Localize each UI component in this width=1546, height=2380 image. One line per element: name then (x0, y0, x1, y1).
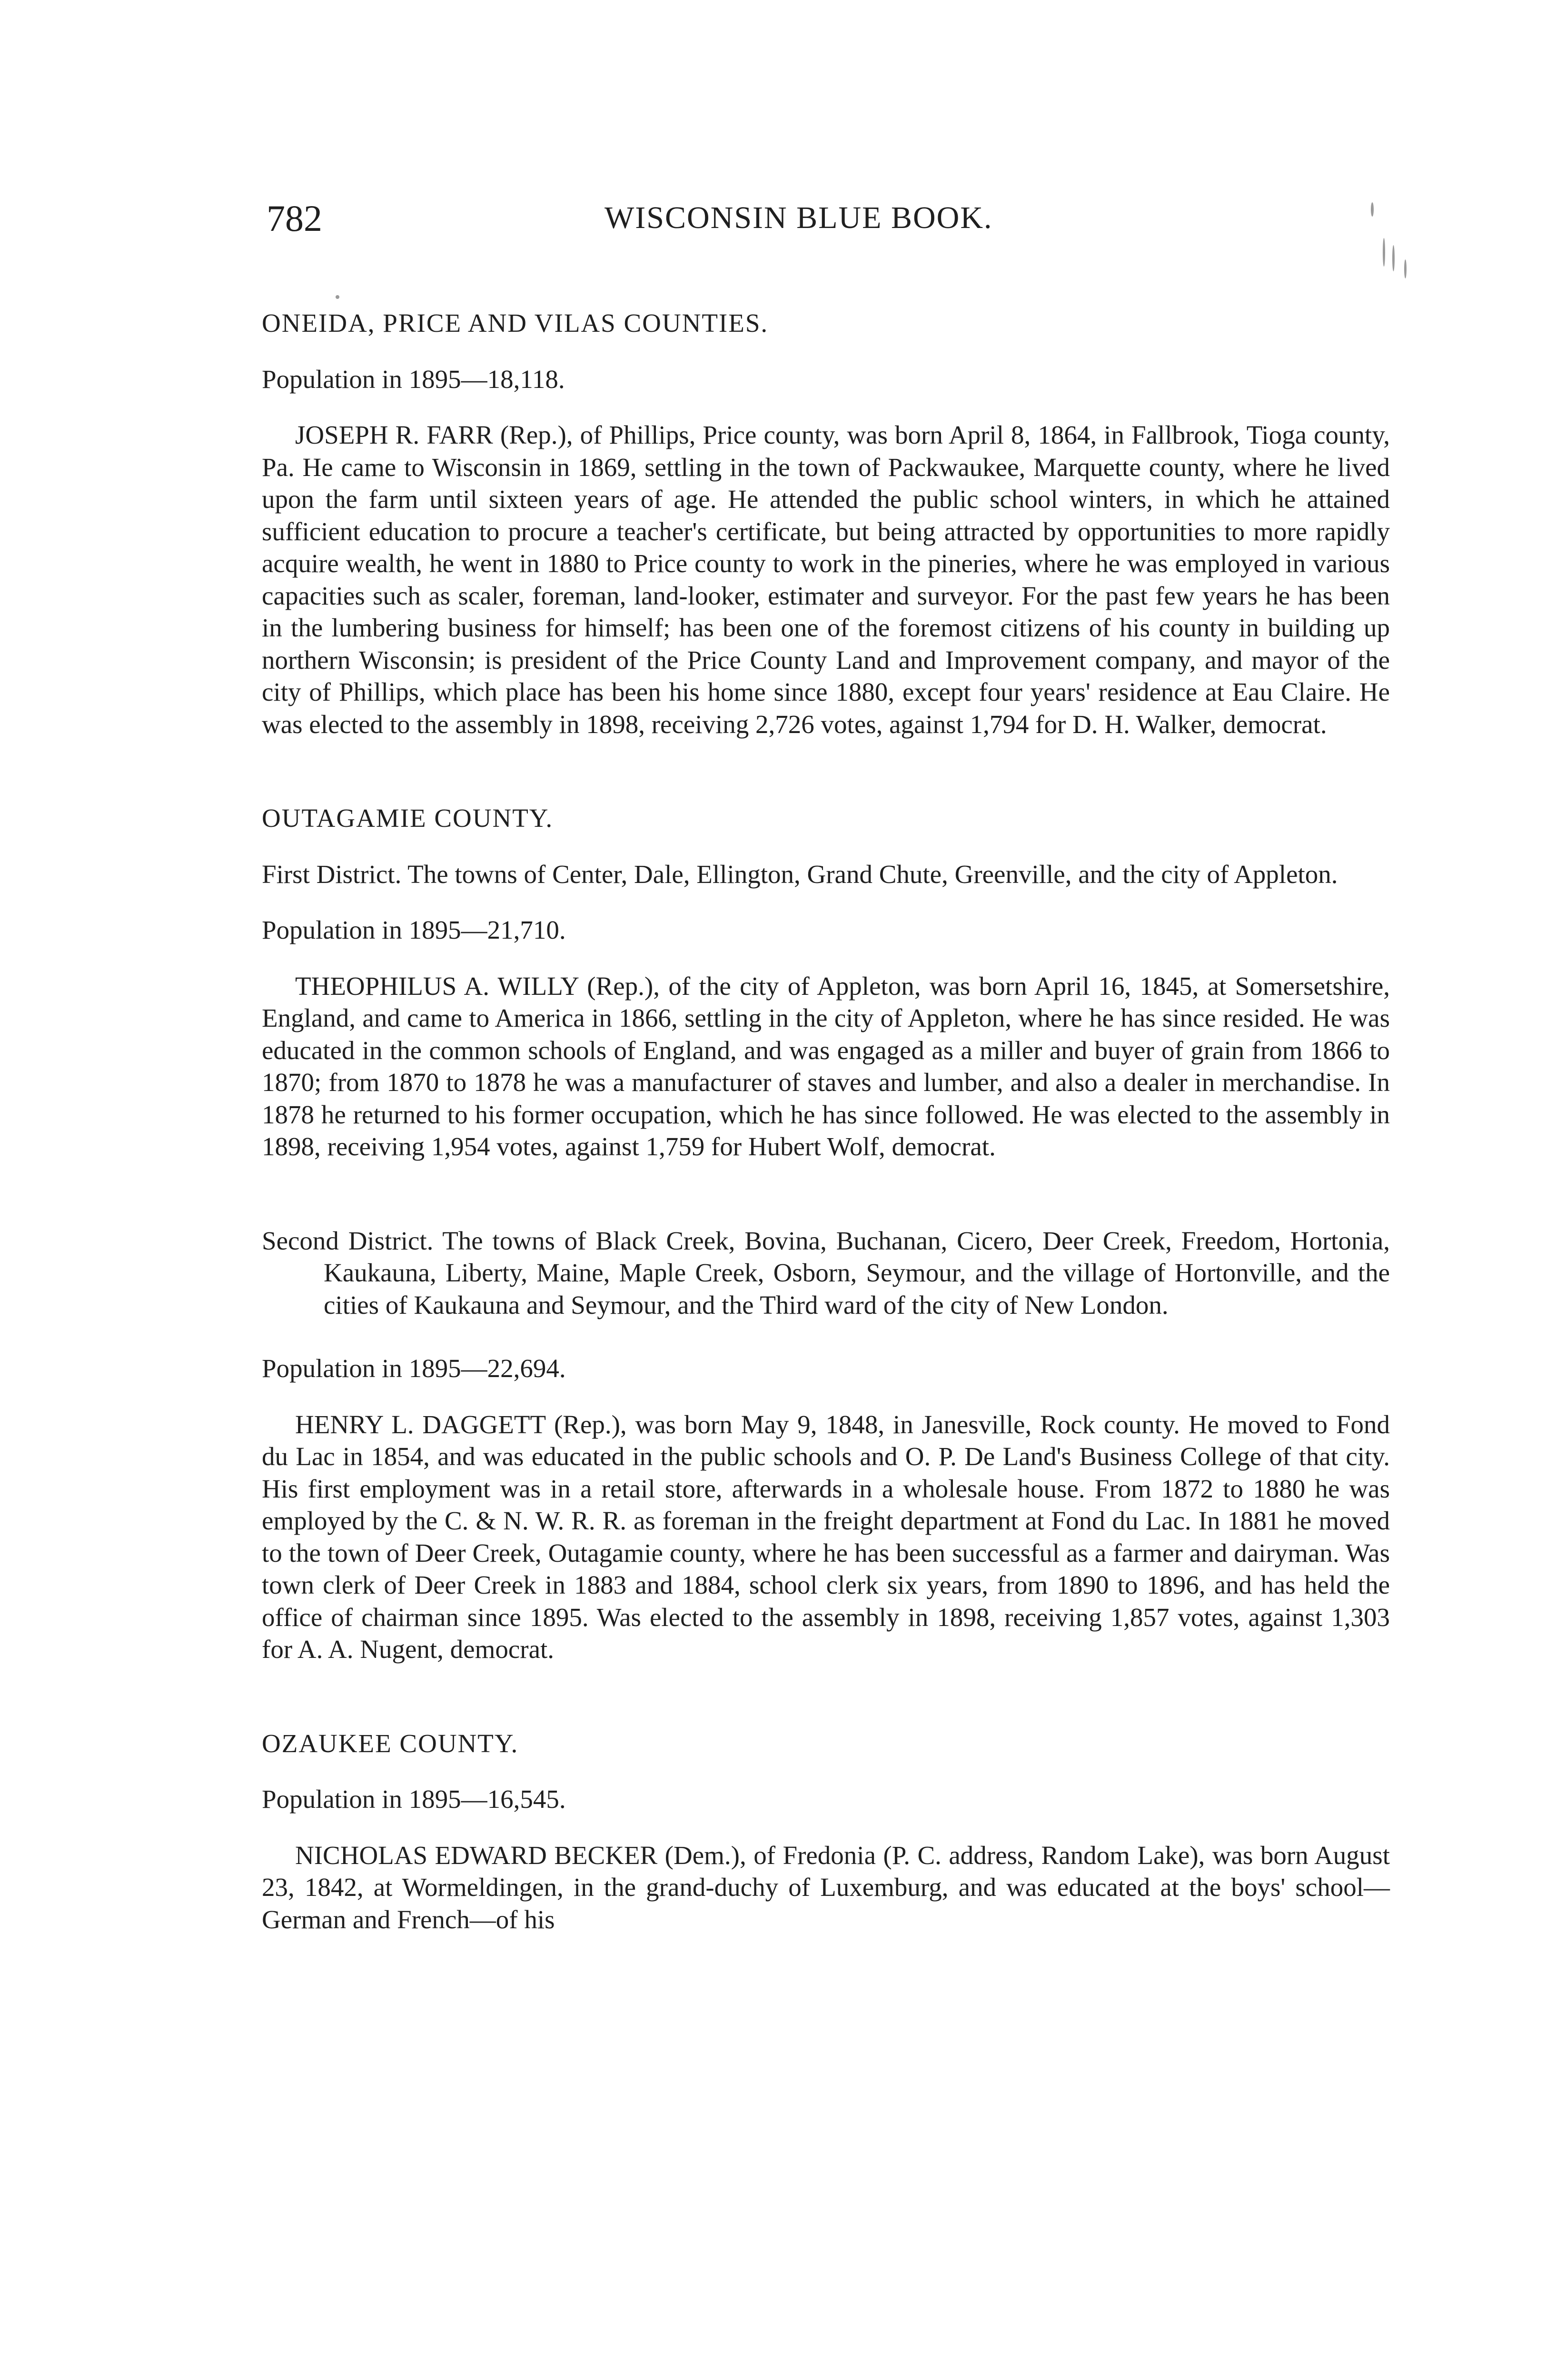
population-outagamie-second: Population in 1895—22,694. (262, 1354, 566, 1383)
population-ozaukee: Population in 1895—16,545. (262, 1785, 566, 1814)
running-title: WISCONSIN BLUE BOOK. (605, 200, 993, 235)
scan-speck (1371, 202, 1374, 217)
biography-willy: THEOPHILUS A. WILLY (Rep.), of the city of Appleton, was born April 16, 1845, at Somersetshire, England, and came to America in 1866, settling in the city of Appleton, where he has since resided. He was educated in the common schools of England, and was engaged as a miller and buyer of grain from 1866 to 1870; from 1870 to 1878 he was a manufacturer of staves and lumber, and also a dealer in merchandise. In 1878 he returned to his former occupation, which he has since followed. He was elected to the assembly in 1898, receiving 1,954 votes, against 1,759 for Hubert Wolf, democrat. (262, 971, 1390, 1161)
page-number: 782 (267, 198, 322, 239)
population-oneida: Population in 1895—18,118. (262, 364, 565, 394)
biography-farr: JOSEPH R. FARR (Rep.), of Phillips, Price county, was born April 8, 1864, in Fallbrook, Tioga county, Pa. He came to Wisconsin in 1869, settling in the town of Packwaukee, Marquette county, where he lived upon the farm until sixteen years of age. He attended the public school winters, in which he attained sufficient education to procure a teacher's certificate, but being attracted by opportunities to more rapidly acquire wealth, he went in 1880 to Price county to work in the pineries, where he was employed in various capacities such as scaler, foreman, land-looker, estimater and surveyor. For the past few years he has been in the lumbering business for himself; has been one of the foremost citizens of his county in building up northern Wisconsin; is president of the Price County Land and Improvement company, and mayor of the city of Phillips, which place has been his home since 1880, except four years' residence at Eau Claire. He was elected to the assembly in 1898, receiving 2,726 votes, against 1,794 for D. H. Walker, democrat. (262, 420, 1390, 739)
scan-speck (1404, 259, 1407, 278)
biography-becker: NICHOLAS EDWARD BECKER (Dem.), of Fredonia (P. C. address, Random Lake), was born August 23, 1842, at Wormeldingen, in the grand-duchy of Luxemburg, and was educated at the boys' school—German and French—of his (262, 1840, 1390, 1934)
first-district-description: First District. The towns of Center, Dale, Ellington, Grand Chute, Greenville, and the city of Appleton. (262, 859, 1338, 889)
section-title-ozaukee: OZAUKEE COUNTY. (262, 1728, 519, 1758)
biography-daggett: HENRY L. DAGGETT (Rep.), was born May 9, 1848, in Janesville, Rock county. He moved to Fond du Lac in 1854, and was educated in the public schools and O. P. De Land's Business College of that city. His first employment was in a retail store, afterwards in a wholesale house. From 1872 to 1880 he was employed by the C. & N. W. R. R. as foreman in the freight department at Fond du Lac. In 1881 he moved to the town of Deer Creek, Outagamie county, where he has been successful as a farmer and dairyman. Was town clerk of Deer Creek in 1883 and 1884, school clerk six years, from 1890 to 1896, and has held the office of chairman since 1895. Was elected to the assembly in 1898, receiving 1,857 votes, against 1,303 for A. A. Nugent, democrat. (262, 1409, 1390, 1664)
scan-speck (1392, 245, 1395, 271)
section-title-outagamie: OUTAGAMIE COUNTY. (262, 803, 554, 833)
second-district-description: Second District. The towns of Black Creek, Bovina, Buchanan, Cicero, Deer Creek, Freedom, Hortonia, Kaukauna, Liberty, Maine, Maple Creek, Osborn, Seymour, and the village of Hortonville, and the cities of Kaukauna and Seymour, and the Third ward of the city of New London. (262, 1226, 1390, 1319)
scan-speck (336, 295, 339, 299)
page-body (262, 307, 1390, 1935)
section-title-oneida: ONEIDA, PRICE AND VILAS COUNTIES. (262, 308, 769, 337)
population-outagamie-first: Population in 1895—21,710. (262, 915, 566, 944)
scan-speck (1383, 238, 1385, 267)
